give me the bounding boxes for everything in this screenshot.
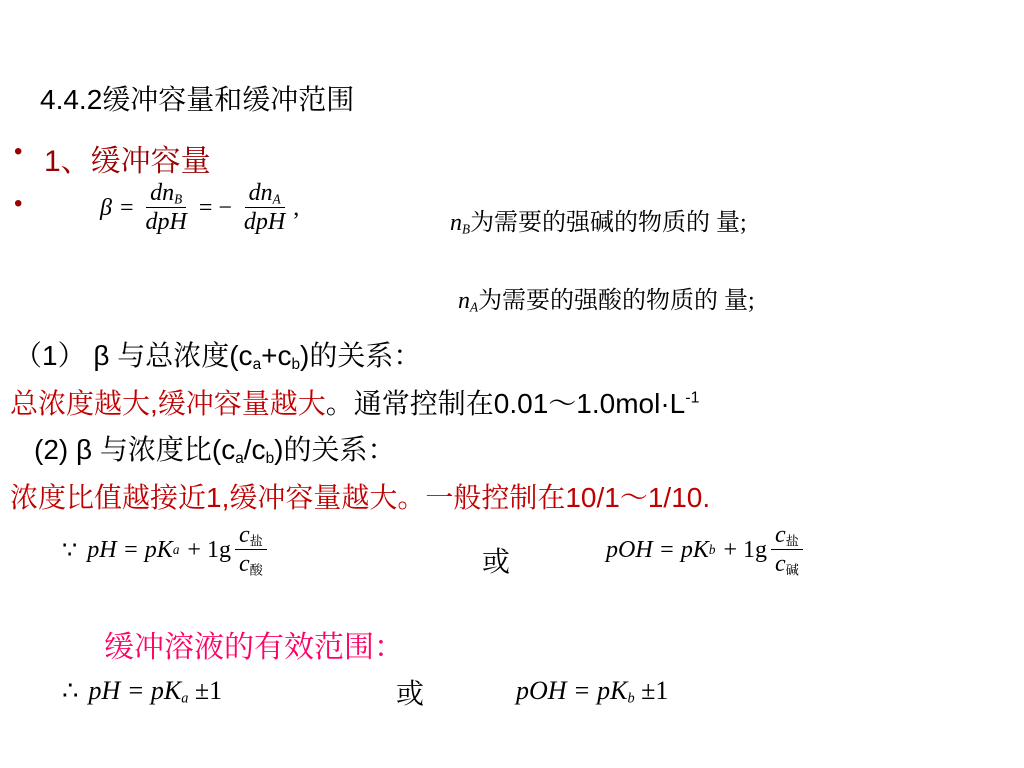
relation-total-concentration: （1） β 与总浓度$(c_a+c_b)$的关系： xyxy=(14,340,422,373)
bullet-icon: • xyxy=(14,138,23,165)
ph-range-formula: ∴ pH = $pK_a \pm 1$ xyxy=(62,676,223,707)
numerator: $c_盐$ xyxy=(235,522,267,550)
poh-range-formula: pOH = $pK_b \pm 1$ xyxy=(516,676,669,707)
therefore-symbol: ∴ xyxy=(62,676,79,705)
denominator: dpH xyxy=(243,208,286,235)
numerator: $dn_A$ xyxy=(245,180,285,208)
salt-acid-ratio xyxy=(235,522,267,579)
equals-sign: = xyxy=(119,194,134,221)
nb-definition: $n_B$为需要的强碱的物质的 量; xyxy=(450,210,747,237)
comma: , xyxy=(293,194,300,221)
buffer-capacity-formula xyxy=(100,180,299,237)
because-symbol: ∵ xyxy=(62,537,78,564)
beta-symbol: β xyxy=(100,194,112,221)
salt-base-ratio xyxy=(771,522,803,579)
effective-range-title: 缓冲溶液的有效范围： xyxy=(104,631,404,664)
equals-minus-sign: = − xyxy=(198,194,232,221)
na-definition: $n_A$为需要的强酸的物质的 量; xyxy=(458,288,755,315)
denominator: $c_酸$ xyxy=(238,550,263,578)
or-word: 或 xyxy=(482,546,511,577)
numerator: $dn_B$ xyxy=(146,180,186,208)
numerator: $c_盐$ xyxy=(771,522,803,550)
fraction-dna xyxy=(240,180,289,237)
page-title: 4.4.2缓冲容量和缓冲范围 xyxy=(40,84,355,115)
ph-formula: ∵ pH = pK a + 1g $\frac{c_盐}{c_酸}$ xyxy=(62,522,267,579)
poh-formula: pOH = pK b + 1g $\frac{c_盐}{c_碱}$ xyxy=(606,522,803,579)
denominator: $c_碱$ xyxy=(775,550,799,578)
section-title: 1、缓冲容量 xyxy=(44,145,211,178)
or-word: 或 xyxy=(396,678,425,709)
relation-concentration-ratio: (2) β 与浓度比$(c_a/c_b)$的关系： xyxy=(34,434,396,467)
bullet-icon: • xyxy=(14,190,23,217)
total-concentration-statement: 总浓度越大,缓冲容量越大。通常控制在$0.01\sim 1.0mol\cdot L^{-1}$ xyxy=(10,388,700,419)
denominator: dpH xyxy=(145,208,187,235)
fraction-dnb xyxy=(142,180,191,237)
highlight-text: 总浓度越大,缓冲容量越大 xyxy=(10,388,326,419)
ratio-statement: 浓度比值越接近1,缓冲容量越大。一般控制在10/1～1/10. xyxy=(10,482,711,513)
